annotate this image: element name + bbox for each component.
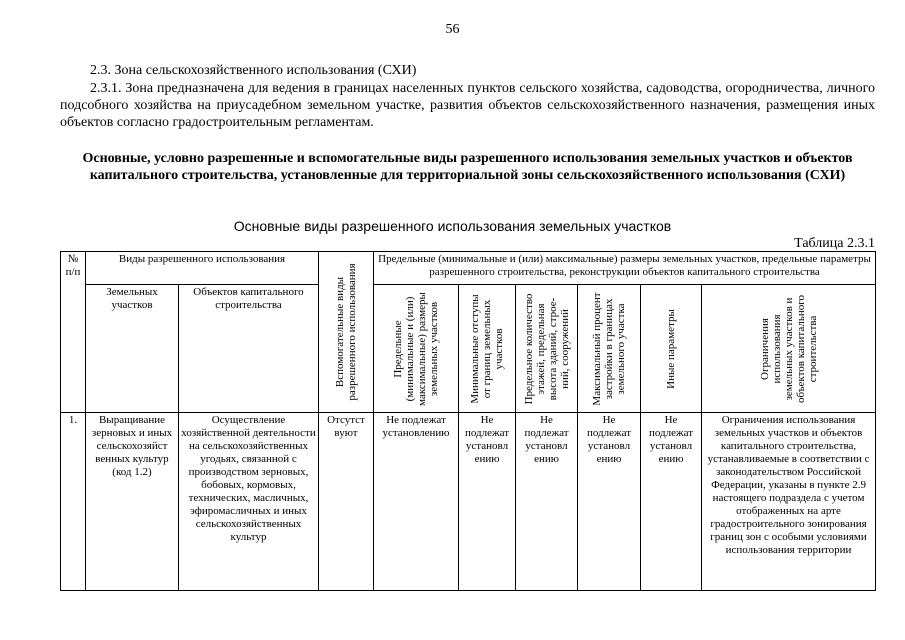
table-header-row-1 xyxy=(61,252,876,285)
page-number: 56 xyxy=(445,22,460,37)
cell-other: Не подлежат установл ению xyxy=(641,413,702,591)
cell-setback: Не подлежат установл ению xyxy=(459,413,516,591)
cell-aux: Отсутст вуют xyxy=(319,413,374,591)
header-setback: Минимальные отступы от границ земельных участков xyxy=(459,285,516,413)
cell-floors: Не подлежат установл ению xyxy=(516,413,578,591)
header-types: Виды разрешенного использования xyxy=(86,252,319,285)
section-body: 2.3.1. Зона предназначена для ведения в границах населенных пунктов сельского хозяйства, садоводства, огородничества, личного подсобного хозяйства на приусадебном земельном участке, развития объектов сельскохозяйственного назначения, размещения иных объектов согласно градостроительным регламентам. xyxy=(60,81,875,130)
header-floors: Предельное количество этажей, предельная высота зданий, строе-ний, сооружений xyxy=(516,285,578,413)
table-subheading: Основные виды разрешенного использования земельных участков xyxy=(233,218,672,234)
header-limits: Предельные (минимальные и (или) максимальные) размеры земельных участков, предельные параметры разрешенного строительства, реконструкции объектов капитального строительства xyxy=(374,252,876,285)
cell-objects: Осуществление хозяйственной деятельности на сельскохозяйственных угодьях, связанной с производством зерновых, бобовых, кормовых, технических, масличных, эфиромасличных и иных сельскохозяйственных культур xyxy=(179,413,319,591)
document-heading: Основные, условно разрешенные и вспомогательные виды разрешенного использования земельных участков и объектов капитального строительства, установленные для территориальной зоны сельскохозяйственного использования (СХИ) xyxy=(82,151,853,183)
header-objects: Объектов капитального строительства xyxy=(179,285,319,413)
header-num: № п/п xyxy=(61,252,86,413)
header-size: Предельные (минимальные и (или) максимальные) размеры земельных участков xyxy=(374,285,459,413)
table-header-row-2 xyxy=(61,285,876,413)
header-aux: Вспомогательные виды разрешенного использования xyxy=(319,252,374,413)
section-title: 2.3. Зона сельскохозяйственного использования (СХИ) xyxy=(90,63,417,78)
table-row xyxy=(61,413,876,591)
header-restrict: Ограничения использования земельных участков и объектов капитального строительства xyxy=(702,285,876,413)
land-use-table xyxy=(60,251,876,591)
cell-coverage: Не подлежат установл ению xyxy=(578,413,641,591)
cell-restrict: Ограничения использования земельных участков и объектов капитального строительства, устанавливаемые в соответствии с законодательством Российской Федерации, указаны в пункте 2.9 настоящего подраздела с учетом отображенных на арте градостроительного зонирования границ зон с особыми условиями использования территории xyxy=(702,413,876,591)
table-label: Таблица 2.3.1 xyxy=(794,236,875,251)
cell-num: 1. xyxy=(61,413,86,591)
cell-size: Не подлежат установлению xyxy=(374,413,459,591)
header-other: Иные параметры xyxy=(641,285,702,413)
header-coverage: Максимальный процент застройки в границах земельного участка xyxy=(578,285,641,413)
header-land: Земельных участков xyxy=(86,285,179,413)
cell-land: Выращивание зерновых и иных сельскохозяйст венных культур (код 1.2) xyxy=(86,413,179,591)
